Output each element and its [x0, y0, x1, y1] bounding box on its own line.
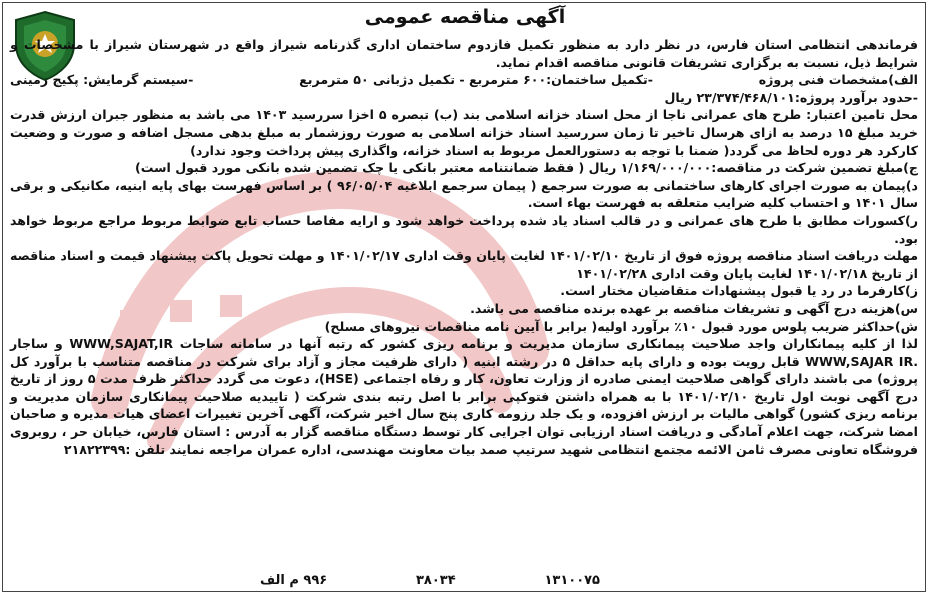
- contract-paragraph: د)پیمان به صورت اجرای کارهای ساختمانی به صورت سرجمع ( پیمان سرجمع ابلاغیه ۹۶/۰۵/۰۴ ) بر اساس فهرست بهای پایه ابنیه، مکانیکی و برقی سال ۱۴۰۱ و احتساب کلیه ضرایب متعلقه به فهرست بهاء است.: [10, 177, 919, 211]
- estimate-line: -حدود برآورد پروژه:۲۳/۳۷۴/۴۶۸/۱۰۱ ریال: [664, 89, 918, 105]
- employer-line: ز)کارفرما در رد یا قبول پیشنهادات متقاضیان مختار است.: [560, 283, 918, 299]
- fee-line: س)هزینه درج آگهی و تشریفات مناقصه بر عهده برنده مناقصه می باشد.: [470, 300, 918, 316]
- footer-code-3: ۹۹۶ م الف: [260, 573, 328, 588]
- footer-codes: [260, 573, 600, 588]
- spec-label: الف)مشخصات فنی پروژه: [758, 72, 918, 88]
- spec-heating: -سیستم گرمایش: پکیج زمینی: [10, 72, 194, 88]
- ceiling-line: ش)حداکثر ضریب پلوس مورد قبول ۱۰٪ برآورد اولیه( برابر با آیین نامه مناقصات نیروهای مسلح): [324, 318, 918, 334]
- notice-body: [10, 36, 918, 458]
- footer-code-1: ۱۳۱۰۰۷۵: [544, 573, 600, 588]
- notice-title: آگهی مناقصه عمومی: [364, 6, 566, 28]
- spec-row: [10, 71, 918, 89]
- guarantee-line: ج)مبلغ تضمین شرکت در مناقصه:۱/۱۶۹/۰۰۰/۰۰۰ ریال ( فقط ضمانتنامه معتبر بانکی یا چک تضمین شده بانکی مورد قبول است): [135, 160, 918, 176]
- footer-code-2: ۳۸۰۳۴: [416, 573, 456, 588]
- deductions-line: ر)کسورات مطابق با طرح های عمرانی و در قالب اسناد یاد شده پرداخت خواهد شود و ارایه مفاصا حساب تابع ضوابط مربوط مراجع مربوط خواهد بود.: [10, 212, 918, 246]
- funding-paragraph: محل تامین اعتبار: طرح های عمرانی ناجا از محل اسناد خزانه اسلامی بند (ب) تبصره ۵ اخزا سررسید ۱۴۰۳ می باشد به منظور جبران ارزش قدرت خرید مبلغ ۱۵ درصد به ازای هرسال تاخیر تا زمان سررسید اسناد خزانه اسلامی به صورت روزشمار به مبلغ بدهی مسجل اضافه و صورت و وضعیت کارکرد هر دوره لحاظ می گردد( ضمنا با توجه به دستورالعمل مربوط به اسناد خزانه، واگذاری پیش پرداخت وجود ندارد): [10, 107, 918, 158]
- deadline-paragraph: مهلت دریافت اسناد مناقصه پروژه فوق از تاریخ ۱۴۰۱/۰۲/۱۰ لغایت پایان وقت اداری ۱۴۰۱/۰۲/۱۷ و مهلت تحویل پاکت پیشنهاد قیمت و اسناد مناقصه از تاریخ ۱۴۰۱/۰۲/۱۸ لغایت پایان وقت اداری ۱۴۰۱/۰۲/۲۸: [10, 248, 918, 281]
- intro-paragraph: فرماندهی انتظامی استان فارس، در نظر دارد به منظور تکمیل فازدوم ساختمان اداری گذرنامه شیراز واقع در شهرستان شیراز با مشخصات و شرایط ذیل، نسبت به برگزاری تشریفات قانونی مناقصه اقدام نماید.: [10, 37, 918, 70]
- invitation-paragraph: لذا از کلیه پیمانکاران واجد صلاحیت پیمانکاری سازمان مدیریت و برنامه ریزی کشور که رتبه آنها در سامانه ساجات WWW,SAJAT,IR و ساجار .WWW,SAJAR IR قابل رویت بوده و دارای پایه حداقل ۵ در رشته ابنیه ( دارای ظرفیت مجاز و آزاد برای شرکت در مناقصه متناسب با برآورد کل پروژه) می باشند دارای گواهی صلاحیت ایمنی صادره از وزارت تعاون، کار و رفاه اجتماعی (HSE)، دعوت می گردد حداکثر ظرف مدت ۵ روز از تاریخ درج آگهی نوبت اول تاریخ ۱۴۰۱/۰۲/۱۰ با به همراه داشتن فتوکپی برابر با اصل رتبه بندی شرکت ( تاییدیه صلاحیت پیمانکاری سازمان مدیریت و برنامه ریزی کشور) گواهی مالیات بر ارزش افزوده، و یک جلد رزومه کاری پنج سال اخیر شرکت، آگهی آخرین تغییرات اعضای هیات مدیره و صاحبان امضا شرکت، جهت اعلام آمادگی و دریافت اسناد ارزیابی توان اجرایی کار توسط دستگاه مناقصه گزار به آدرس : استان فارس، خیابان حر ، روبروی فروشگاه تعاونی مصرف ثامن الائمه مجتمع انتظامی شهید سرتیپ صمد بیات معاونت مهندسی، اداره عمران مراجعه نمایند تلفن :۲۱۸۲۲۳۹۹: [10, 336, 918, 457]
- spec-building: -تکمیل ساختمان:۶۰۰ مترمربع - تکمیل دژبانی ۵۰ مترمربع: [299, 72, 653, 88]
